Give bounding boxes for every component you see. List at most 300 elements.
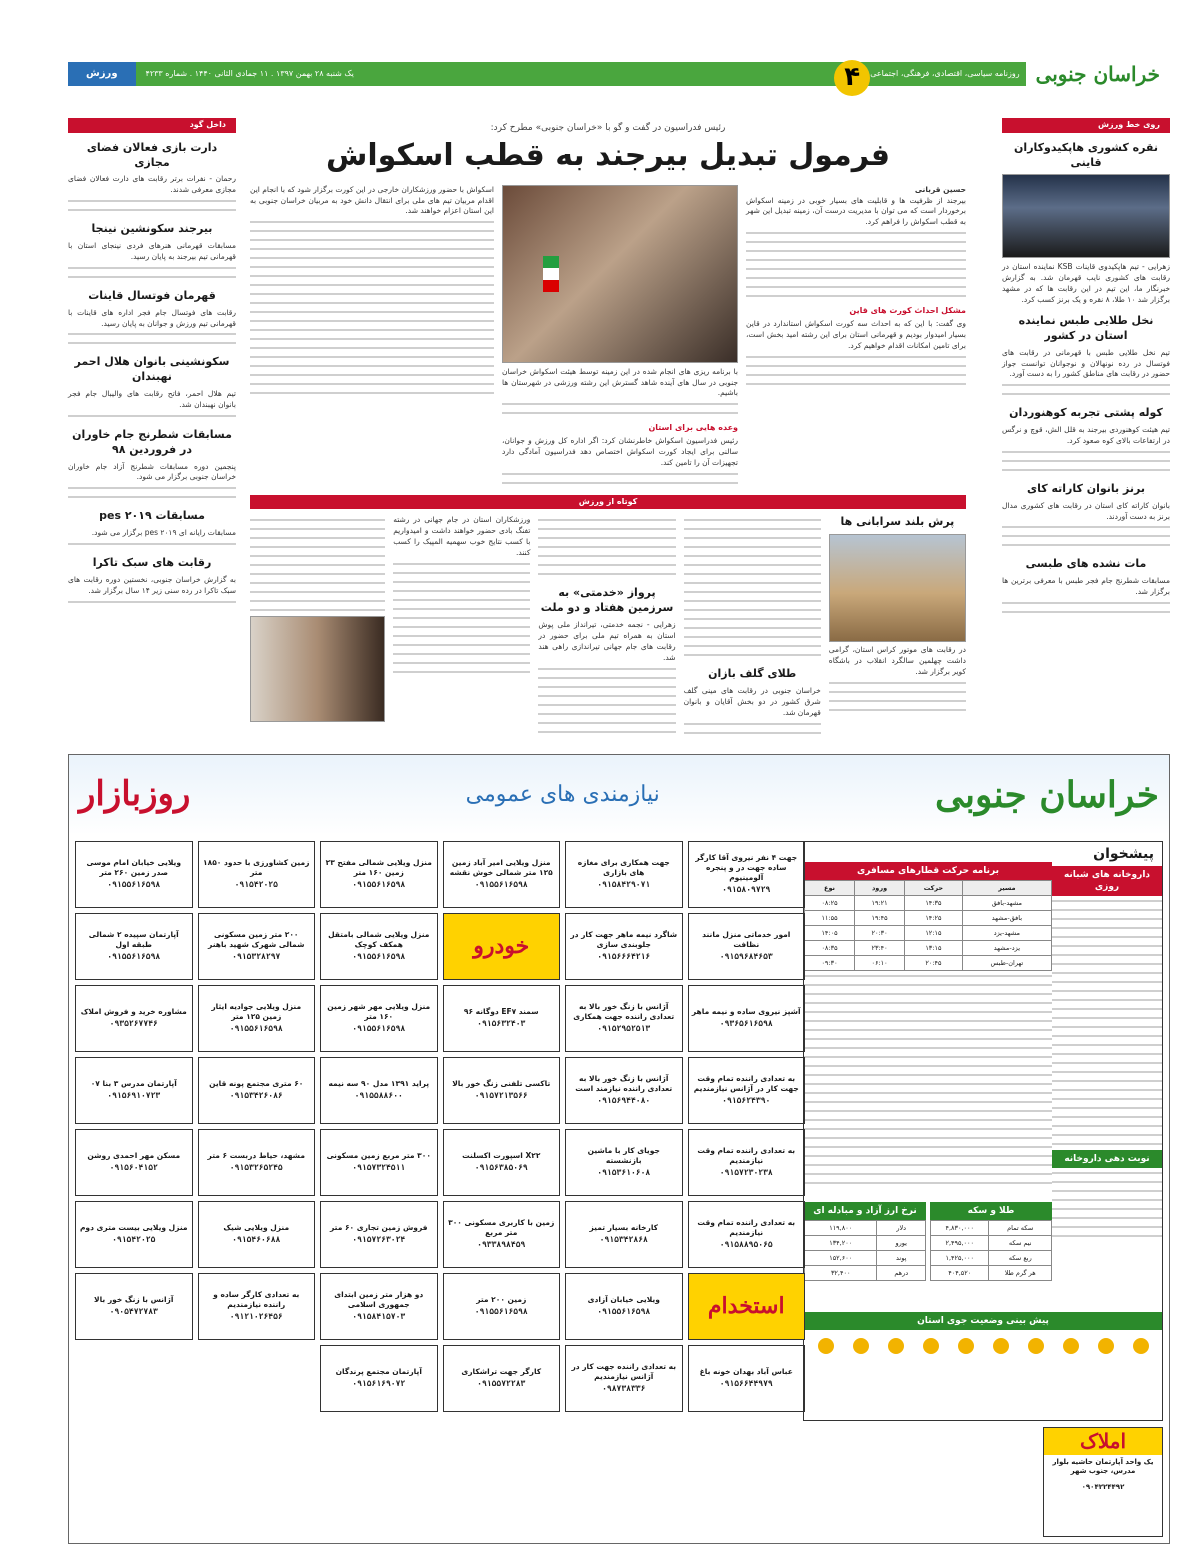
classified-ad[interactable] bbox=[443, 1273, 561, 1340]
ad-phone[interactable]: ۰۹۱۵۵۶۱۶۵۹۸ bbox=[352, 1024, 406, 1034]
text-lines bbox=[1052, 1033, 1162, 1040]
news-title[interactable]: کوله پشتی تجربه کوهنوردان bbox=[1009, 406, 1163, 420]
currency-title: نرخ ارز آزاد و مبادله ای bbox=[804, 1202, 926, 1220]
weather-cell bbox=[989, 1338, 1013, 1357]
text-lines bbox=[1002, 449, 1170, 456]
news-body: مسابقات قهرمانی هنرهای فردی نینجای استان با قهرمانی تیم بیرجند به پایان رسید. bbox=[68, 241, 236, 261]
classified-ad[interactable] bbox=[320, 1129, 438, 1196]
text-lines bbox=[502, 471, 738, 478]
text-lines bbox=[250, 580, 385, 587]
classified-ad[interactable] bbox=[320, 1057, 438, 1124]
table-cell: بافق-مشهد bbox=[962, 911, 1051, 926]
table-row bbox=[805, 926, 1052, 941]
weather-cell bbox=[1129, 1338, 1153, 1357]
classified-category[interactable]: خودرو bbox=[443, 913, 561, 980]
table-row bbox=[805, 911, 1052, 926]
table-cell: ۲,۴۹۵,۰۰۰ bbox=[931, 1236, 989, 1251]
column-label-left: داخل گود bbox=[68, 118, 236, 133]
text-lines bbox=[250, 246, 494, 253]
table-row bbox=[805, 941, 1052, 956]
news-title[interactable]: نخل طلایی طبس نماینده استان در کشور bbox=[1018, 313, 1154, 342]
classified-ad[interactable] bbox=[75, 985, 193, 1052]
sun-icon bbox=[958, 1338, 974, 1354]
text-lines bbox=[1052, 1087, 1162, 1094]
table-cell: ۴۰۴,۵۲۰ bbox=[931, 1266, 989, 1281]
news-body: تیم هلال احمر، فاتح رقابت های والیبال جام فجر بانوان نهبندان شد. bbox=[68, 389, 236, 409]
news-body: ورزشکاران استان در جام جهانی در رشته تفنگ بادی حضور خواهند داشت و امیدواریم با کسب نتایج خوب سهمیه المپیک را کسب کنند. bbox=[393, 515, 531, 558]
text-lines bbox=[393, 606, 530, 613]
table-row bbox=[805, 1221, 926, 1236]
table-cell: ۲۰:۴۵ bbox=[905, 956, 963, 971]
classified-ad[interactable] bbox=[443, 1201, 561, 1268]
classified-ad[interactable] bbox=[443, 1345, 561, 1412]
weather-cell bbox=[884, 1338, 908, 1357]
ad-phone[interactable]: ۰۹۱۵۷۲۶۳۰۲۴ bbox=[352, 1235, 406, 1245]
ad-phone[interactable]: ۰۹۱۵۸۴۲۹۰۷۱ bbox=[597, 880, 651, 890]
ad-phone[interactable]: ۰۹۱۵۶۱۶۹۰۷۲ bbox=[352, 1379, 406, 1389]
table-cell: ۱۳۴,۲۰۰ bbox=[805, 1236, 877, 1251]
text-lines bbox=[684, 571, 821, 578]
text-lines bbox=[250, 300, 494, 307]
text-lines bbox=[804, 982, 1052, 989]
text-lines bbox=[538, 535, 675, 542]
classified-ad[interactable] bbox=[198, 841, 316, 908]
ad-phone[interactable]: ۰۹۱۲۱۰۲۶۴۵۶ bbox=[229, 1312, 283, 1322]
story-lead: بیرجند از ظرفیت ها و قابلیت های بسیار خوبی در زمینه اسکواش برخوردار است که می توان با مدیریت درست آن، زمینه تبدیل این شهر به قطب اسکواش را فراهم کرد. bbox=[746, 195, 966, 227]
ad-phone[interactable]: ۰۹۱۵۸۰۹۷۲۹ bbox=[722, 885, 771, 895]
text-lines bbox=[1002, 391, 1170, 398]
text-lines bbox=[804, 1027, 1052, 1034]
weather-cell bbox=[919, 1338, 943, 1357]
text-lines bbox=[684, 544, 821, 551]
real-estate-box bbox=[1043, 1427, 1163, 1537]
classified-ad[interactable] bbox=[198, 913, 316, 980]
story-subhead: وعده هایی برای استان bbox=[648, 423, 738, 433]
ad-text: کارخانه بسیار تمیز bbox=[589, 1223, 659, 1233]
ad-phone[interactable]: ۰۹۱۵۲۹۵۲۵۱۳ bbox=[597, 1024, 651, 1034]
classified-ad[interactable] bbox=[198, 1129, 316, 1196]
news-title[interactable]: طلای گلف بازان bbox=[708, 667, 797, 681]
text-lines bbox=[1052, 988, 1162, 995]
table-cell: تهران-طبس bbox=[962, 956, 1051, 971]
text-lines bbox=[1002, 600, 1170, 607]
text-lines bbox=[538, 571, 675, 578]
text-lines bbox=[393, 660, 530, 667]
text-lines bbox=[804, 1000, 1052, 1007]
classified-ad[interactable] bbox=[565, 1273, 683, 1340]
text-lines bbox=[250, 372, 494, 379]
ad-phone[interactable]: ۰۹۱۵۶۳۸۵۰۶۹ bbox=[474, 1163, 528, 1173]
ad-phone[interactable]: ۰۹۱۵۵۶۱۶۵۹۸ bbox=[474, 1307, 528, 1317]
text-lines bbox=[250, 553, 385, 560]
ad-phone[interactable]: ۰۹۰۵۴۷۲۷۸۳ bbox=[109, 1307, 158, 1317]
ad-text: عباس آباد بهدان خونه باغ bbox=[699, 1367, 793, 1377]
classified-ad[interactable] bbox=[688, 1057, 806, 1124]
pishkhan-panel bbox=[803, 841, 1163, 1421]
ad-text: منزل ویلایی جوادیه ایثار زمین ۱۲۵ متر bbox=[211, 1001, 302, 1022]
text-lines bbox=[1052, 943, 1162, 950]
ad-text: منزل ویلایی شمالی مفتح ۲۳ زمین ۱۶۰ متر bbox=[325, 857, 432, 878]
table-cell: ۲۳:۴۰ bbox=[855, 941, 905, 956]
text-lines bbox=[1002, 524, 1170, 531]
ad-text: مشاوره خرید و فروش املاک bbox=[80, 1007, 187, 1017]
classified-ad[interactable] bbox=[565, 1201, 683, 1268]
classified-ad[interactable] bbox=[688, 1201, 806, 1268]
news-title[interactable]: بیرجند سکونشین نینجا bbox=[91, 222, 213, 236]
text-lines bbox=[538, 729, 675, 736]
classified-ad[interactable] bbox=[565, 985, 683, 1052]
weather-box bbox=[804, 1312, 1162, 1420]
text-lines bbox=[1052, 1015, 1162, 1022]
ad-phone[interactable]: ۰۹۱۵۳۴۲۸۶۸ bbox=[599, 1235, 648, 1245]
classified-ad[interactable] bbox=[75, 1273, 193, 1340]
news-title[interactable]: مسابقات pes ۲۰۱۹ bbox=[99, 509, 205, 523]
ad-text: ویلایی خیابان امام موسی صدر زمین ۲۶۰ متر bbox=[86, 857, 182, 878]
text-lines bbox=[684, 553, 821, 560]
news-title[interactable]: مسابقات شطرنج جام خاوران در فروردین ۹۸ bbox=[72, 427, 232, 456]
text-lines bbox=[829, 680, 966, 687]
news-body: مسابقات رایانه ای pes ۲۰۱۹ برگزار می شود. bbox=[91, 528, 236, 538]
ad-phone[interactable]: ۰۹۱۵۳۲۶۵۲۴۵ bbox=[229, 1163, 283, 1173]
classified-ad[interactable] bbox=[320, 1345, 438, 1412]
ad-phone[interactable]: ۰۹۱۵۸۸۹۵۰۶۵ bbox=[719, 1240, 773, 1250]
text-lines bbox=[250, 526, 385, 533]
ad-phone[interactable]: ۰۹۱۵۶۶۶۴۲۱۶ bbox=[597, 952, 651, 962]
ad-phone[interactable]: ۰۹۱۵۵۶۱۶۵۹۸ bbox=[229, 1024, 283, 1034]
ad-text: دو هزار متر زمین ابتدای جمهوری اسلامی bbox=[334, 1289, 424, 1310]
ad-phone[interactable]: ۰۹۱۵۳۲۸۲۹۷ bbox=[232, 952, 281, 962]
ad-phone[interactable]: ۰۹۱۵۶۶۴۴۹۷۹ bbox=[719, 1379, 773, 1389]
ad-phone[interactable]: ۰۹۱۵۵۸۸۶۰۰ bbox=[354, 1091, 403, 1101]
text-lines bbox=[68, 485, 236, 492]
classified-ad[interactable] bbox=[565, 841, 683, 908]
ad-text: جویای کار با ماشین بازنشسته bbox=[587, 1145, 660, 1166]
classified-ad[interactable] bbox=[688, 841, 806, 908]
classified-ad[interactable] bbox=[198, 985, 316, 1052]
newspaper-logo[interactable]: خراسان جنوبی bbox=[1026, 62, 1170, 86]
story-body: با برنامه ریزی های انجام شده در این زمینه توسط هیئت اسکواش خراسان جنوبی در سال های آینده شاهد گسترش این رشته ورزشی در شهرستان ها باشیم. bbox=[502, 366, 738, 398]
news-title[interactable]: دارت بازی فعالان فضای مجازی bbox=[86, 140, 218, 169]
story-body: رئیس فدراسیون اسکواش خاطرنشان کرد: اگر اداره کل ورزش و جوانان، سالنی برای ایجاد کورت اسکواش اختصاص دهد فدراسیون آمادگی دارد تجهیزات آن را تامین کند. bbox=[502, 436, 738, 467]
text-lines bbox=[250, 345, 494, 352]
classified-ad[interactable] bbox=[75, 1057, 193, 1124]
table-row bbox=[805, 956, 1052, 971]
ad-phone[interactable]: ۰۹۱۵۶۳۲۴۰۳ bbox=[477, 1019, 526, 1029]
table-cell: ۴,۸۳۰,۰۰۰ bbox=[931, 1221, 989, 1236]
classified-ad[interactable] bbox=[320, 913, 438, 980]
text-lines bbox=[684, 562, 821, 569]
ad-phone[interactable]: ۰۹۱۵۵۶۱۶۵۹۸ bbox=[474, 880, 528, 890]
text-lines bbox=[68, 541, 236, 548]
real-estate-text: یک واحد آپارتمان حاشیه بلوار مدرس، جنوب شهر bbox=[1052, 1458, 1154, 1476]
news-title[interactable]: قهرمان فوتسال قاینات bbox=[88, 288, 216, 302]
table-cell: ۰۸:۳۵ bbox=[805, 941, 855, 956]
sun-icon bbox=[1098, 1338, 1114, 1354]
ad-phone[interactable]: ۰۹۳۵۲۶۷۷۴۶ bbox=[109, 1019, 158, 1029]
text-lines bbox=[250, 589, 385, 596]
newspaper-subtitle: روزنامه سیاسی، اقتصادی، فرهنگی، اجتماعی bbox=[870, 68, 1020, 78]
table-cell: ۱۲:۱۵ bbox=[905, 926, 963, 941]
ad-phone[interactable]: ۰۹۱۵۶۹۴۴۰۸۰ bbox=[597, 1096, 651, 1106]
classified-ad[interactable] bbox=[688, 913, 806, 980]
ad-phone[interactable]: ۰۹۱۵۵۶۱۶۵۹۸ bbox=[352, 952, 406, 962]
text-lines bbox=[1002, 533, 1170, 540]
text-lines bbox=[538, 553, 675, 560]
table-cell: ۱۹:۴۵ bbox=[855, 911, 905, 926]
ad-text: آژانس با زنگ خور بالا به تعدادی راننده نیازمند است bbox=[575, 1073, 673, 1094]
news-body: خراسان جنوبی در رقابت های مینی گلف شرق کشور در دو بخش آقایان و بانوان قهرمان شد. bbox=[683, 686, 821, 718]
ad-text: ۶۰ متری مجتمع پونه قاین bbox=[209, 1079, 304, 1089]
classified-ad[interactable] bbox=[688, 1129, 806, 1196]
ad-phone[interactable]: ۰۹۱۵۵۷۲۲۸۳ bbox=[477, 1379, 526, 1389]
ad-phone[interactable]: ۰۹۱۵۴۲۰۲۵ bbox=[112, 1235, 156, 1245]
weather-cell bbox=[1094, 1338, 1118, 1357]
news-title[interactable]: نقره کشوری هاپکیدوکاران قاینی bbox=[1014, 140, 1158, 169]
table-cell: درهم bbox=[877, 1266, 926, 1281]
text-lines bbox=[804, 1036, 1052, 1043]
text-lines bbox=[1052, 1224, 1162, 1231]
table-row bbox=[931, 1266, 1052, 1281]
text-lines bbox=[746, 381, 966, 388]
story-headline[interactable]: فرمول تبدیل بیرجند به قطب اسکواش bbox=[326, 138, 890, 174]
news-title[interactable]: پرش بلند سرابانی ها bbox=[840, 515, 955, 529]
text-lines bbox=[746, 248, 966, 255]
text-lines bbox=[68, 274, 236, 281]
text-lines bbox=[1052, 1069, 1162, 1076]
ad-text: امور خدماتی منزل مانند نظافت bbox=[702, 929, 791, 950]
table-cell: ۱۹:۲۱ bbox=[855, 896, 905, 911]
ad-phone[interactable]: ۰۹۸۷۳۸۳۳۶ bbox=[602, 1384, 646, 1394]
page-number: ۴ bbox=[834, 60, 870, 96]
train-table bbox=[804, 880, 1052, 971]
table-cell: یورو bbox=[877, 1236, 926, 1251]
ad-phone[interactable]: ۰۹۱۵۳۴۲۶۰۸۶ bbox=[229, 1091, 283, 1101]
text-lines bbox=[1002, 467, 1170, 474]
table-cell: ۲۰:۳۰ bbox=[855, 926, 905, 941]
text-lines bbox=[684, 580, 821, 587]
text-lines bbox=[538, 702, 675, 709]
table-cell: مشهد-یزد bbox=[962, 926, 1051, 941]
classified-ad[interactable] bbox=[443, 1129, 561, 1196]
text-lines bbox=[684, 607, 821, 614]
ad-phone[interactable]: ۰۹۳۳۸۹۸۴۵۹ bbox=[477, 1240, 526, 1250]
classified-ad[interactable] bbox=[688, 985, 806, 1052]
classified-ad[interactable] bbox=[565, 913, 683, 980]
gold-title: طلا و سکه bbox=[930, 1202, 1052, 1220]
ad-text: ۲۰۰ متر زمین مسکونی شمالی شهرک شهید باهنر bbox=[208, 929, 305, 950]
classified-ad[interactable] bbox=[688, 1345, 806, 1412]
text-lines bbox=[1052, 1042, 1162, 1049]
ad-text: مشهد، حیاط دربست ۶ متر bbox=[207, 1151, 305, 1161]
team-photo bbox=[1002, 174, 1170, 258]
news-title[interactable]: مات نشده های طبسی bbox=[1025, 557, 1147, 571]
news-title[interactable]: برنز بانوان کاراته کای bbox=[1027, 481, 1145, 495]
story-subhead: مشکل احداث کورت های قاین bbox=[849, 306, 966, 316]
ad-phone[interactable]: ۰۹۱۵۸۴۱۵۷۰۳ bbox=[352, 1312, 406, 1322]
gold-currency-box bbox=[804, 1202, 1052, 1281]
ad-phone[interactable]: ۰۹۱۵۵۶۱۶۵۹۸ bbox=[107, 880, 161, 890]
news-body: تیم نخل طلایی طبس با قهرمانی در رقابت های فوتسال در رده نونهالان و نوجوانان توانست جواز حضور در رقابت های مناطق کشور را به دست آورد. bbox=[1002, 347, 1170, 379]
classified-ad[interactable] bbox=[565, 1345, 683, 1412]
masthead bbox=[68, 61, 1170, 93]
text-lines bbox=[1052, 1215, 1162, 1222]
text-lines bbox=[804, 1045, 1052, 1052]
news-body: به گزارش خراسان جنوبی، نخستین دوره رقابت های سبک تاکرا در رده سنی زیر ۱۴ سال برگزار شد. bbox=[68, 574, 236, 595]
ad-phone[interactable]: ۰۹۱۵۷۲۱۳۵۶۶ bbox=[474, 1091, 528, 1101]
classified-section bbox=[68, 754, 1170, 1544]
classified-ad[interactable] bbox=[198, 1201, 316, 1268]
pishkhan-title: پیشخوان bbox=[804, 842, 1162, 867]
sun-icon bbox=[1133, 1338, 1149, 1354]
text-lines bbox=[829, 698, 966, 705]
classified-ad[interactable] bbox=[443, 1057, 561, 1124]
text-lines bbox=[804, 1144, 1052, 1151]
classified-ad[interactable] bbox=[75, 913, 193, 980]
ad-phone[interactable]: ۰۹۱۵۳۶۱۰۶۰۸ bbox=[597, 1168, 651, 1178]
pharmacy-title: داروخانه های شبانه روزی bbox=[1052, 866, 1162, 896]
table-row bbox=[805, 1251, 926, 1266]
text-lines bbox=[1052, 970, 1162, 977]
currency-table bbox=[804, 1220, 926, 1281]
news-body: رحمان - نفرات برتر رقابت های دارت فعالان فضای مجازی معرفی شدند. bbox=[68, 174, 236, 195]
classified-ad[interactable] bbox=[198, 1057, 316, 1124]
text-lines bbox=[684, 730, 821, 737]
ad-text: به تعدادی کارگر ساده و راننده نیازمندیم bbox=[213, 1289, 300, 1310]
weather-cell bbox=[814, 1338, 838, 1357]
text-lines bbox=[1052, 916, 1162, 923]
ad-text: پراید ۱۳۹۱ مدل ۹۰ سه نیمه bbox=[328, 1079, 430, 1089]
text-lines bbox=[1052, 1132, 1162, 1139]
text-lines bbox=[746, 354, 966, 361]
text-lines bbox=[68, 331, 236, 338]
text-lines bbox=[1052, 1060, 1162, 1067]
ad-phone[interactable]: ۰۹۱۵۹۶۸۴۶۵۳ bbox=[719, 952, 773, 962]
text-lines bbox=[829, 707, 966, 714]
text-lines bbox=[746, 230, 966, 237]
text-lines bbox=[804, 1162, 1052, 1169]
ad-text: سمند EF۷ دوگانه ۹۶ bbox=[463, 1007, 539, 1017]
ad-phone[interactable]: ۰۹۱۵۶۲۴۳۹۰ bbox=[722, 1096, 771, 1106]
ad-phone[interactable]: ۰۹۱۵۶۰۴۱۵۲ bbox=[109, 1163, 158, 1173]
ad-text: به تعدادی راننده تمام وقت نیازمندیم bbox=[697, 1145, 796, 1166]
ad-phone[interactable]: ۰۹۱۵۶۹۱۰۷۲۳ bbox=[107, 1091, 161, 1101]
table-header: ورود bbox=[855, 881, 905, 896]
ad-phone[interactable]: ۰۹۱۵۵۶۱۶۵۹۸ bbox=[597, 1307, 651, 1317]
text-lines bbox=[1052, 1188, 1162, 1195]
text-lines bbox=[1052, 1096, 1162, 1103]
text-lines bbox=[250, 544, 385, 551]
text-lines bbox=[1002, 382, 1170, 389]
text-lines bbox=[393, 570, 530, 577]
classified-ad[interactable] bbox=[320, 841, 438, 908]
ad-phone[interactable]: ۰۹۳۶۵۶۱۶۵۹۸ bbox=[719, 1019, 773, 1029]
news-title[interactable]: پرواز «خدمتی» به سرزمین هفتاد و دو ملت bbox=[540, 586, 674, 615]
ad-phone[interactable]: ۰۹۱۵۴۲۰۲۵ bbox=[234, 880, 278, 890]
classified-title: روزبازار bbox=[79, 774, 191, 815]
text-lines bbox=[393, 561, 530, 568]
ad-phone[interactable]: ۰۹۱۵۵۶۱۶۵۹۸ bbox=[107, 952, 161, 962]
text-lines bbox=[538, 720, 675, 727]
classified-ad[interactable] bbox=[198, 1273, 316, 1340]
classified-ad[interactable] bbox=[75, 1201, 193, 1268]
table-cell: هر گرم طلا bbox=[989, 1266, 1052, 1281]
classified-ad[interactable] bbox=[75, 1129, 193, 1196]
left-column bbox=[68, 118, 236, 608]
table-cell: ۰۶:۱۰ bbox=[855, 956, 905, 971]
weather-cell bbox=[1059, 1338, 1083, 1357]
section-tab-sport[interactable]: ورزش bbox=[68, 62, 136, 86]
text-lines bbox=[746, 372, 966, 379]
text-lines bbox=[250, 291, 494, 298]
text-lines bbox=[250, 219, 494, 226]
real-estate-phone[interactable]: ۰۹۰۴۲۲۴۴۹۲ bbox=[1081, 1482, 1125, 1491]
text-lines bbox=[1052, 997, 1162, 1004]
text-lines bbox=[804, 1135, 1052, 1142]
news-title[interactable]: سکونشینی بانوان هلال احمر نهبندان bbox=[74, 355, 230, 384]
text-lines bbox=[538, 675, 675, 682]
table-cell: یزد-مشهد bbox=[962, 941, 1051, 956]
classified-ad[interactable] bbox=[565, 1129, 683, 1196]
classified-ad[interactable] bbox=[320, 1273, 438, 1340]
ad-phone[interactable]: ۰۹۱۵۴۶۰۶۸۸ bbox=[232, 1235, 281, 1245]
table-row bbox=[805, 1266, 926, 1281]
ad-phone[interactable]: ۰۹۱۵۵۶۱۶۵۹۸ bbox=[352, 880, 406, 890]
ad-text: آشپز نیروی ساده و نیمه ماهر bbox=[691, 1007, 801, 1017]
table-cell: ۱۴:۲۵ bbox=[905, 911, 963, 926]
ad-text: منزل ویلایی مهر شهر زمین ۱۶۰ متر bbox=[327, 1001, 431, 1022]
classified-ad[interactable] bbox=[320, 1201, 438, 1268]
text-lines bbox=[1052, 925, 1162, 932]
text-lines bbox=[804, 1153, 1052, 1160]
news-body: تیم هیئت کوهنوردی بیرجند به قلل الش، قوچ و نرگس در ارتفاعات بالای کوه صعود کرد. bbox=[1002, 425, 1170, 446]
text-lines bbox=[250, 228, 494, 235]
ad-phone[interactable]: ۰۹۱۵۷۳۲۴۵۱۱ bbox=[352, 1163, 406, 1173]
table-cell: ۱۴:۳۵ bbox=[905, 896, 963, 911]
text-lines bbox=[1002, 609, 1170, 616]
classified-category[interactable]: استخدام bbox=[688, 1273, 806, 1340]
text-lines bbox=[804, 1054, 1052, 1061]
ad-text: به تعدادی راننده تمام وقت نیازمندیم bbox=[697, 1217, 796, 1238]
main-story bbox=[250, 118, 966, 739]
text-lines bbox=[1052, 1233, 1162, 1240]
text-lines bbox=[804, 1099, 1052, 1106]
classified-ad[interactable] bbox=[443, 841, 561, 908]
text-lines bbox=[684, 643, 821, 650]
classified-ad[interactable] bbox=[320, 985, 438, 1052]
text-lines bbox=[538, 544, 675, 551]
short-news-band: کوتاه از ورزش bbox=[250, 495, 966, 510]
text-lines bbox=[538, 666, 675, 673]
text-lines bbox=[393, 624, 530, 631]
ad-text: زمین کشاورزی با حدود ۱۸۵۰ متر bbox=[203, 857, 310, 878]
ad-text: مسکن مهر احمدی روشن bbox=[87, 1151, 181, 1161]
classified-ad[interactable] bbox=[443, 985, 561, 1052]
text-lines bbox=[393, 642, 530, 649]
text-lines bbox=[684, 589, 821, 596]
text-lines bbox=[804, 1171, 1052, 1178]
news-body: زهرایی - تیم هاپکیدوی قاینات KSB نماینده استان در رقابت های کشوری نایب قهرمان شد. به گزارش خبرنگار ما، این تیم در این رقابت ها که در مشهد برگزار شد ۱۰ طلا، ۸ نقره و یک برنز کسب کرد. bbox=[1002, 262, 1170, 305]
text-lines bbox=[393, 615, 530, 622]
sun-icon bbox=[853, 1338, 869, 1354]
text-lines bbox=[746, 275, 966, 282]
text-lines bbox=[804, 1180, 1052, 1187]
sun-icon bbox=[1063, 1338, 1079, 1354]
classified-ad[interactable] bbox=[75, 841, 193, 908]
text-lines bbox=[1052, 952, 1162, 959]
news-title[interactable]: رقابت های سبک تاکرا bbox=[92, 556, 212, 570]
classified-ad[interactable] bbox=[565, 1057, 683, 1124]
ad-phone[interactable]: ۰۹۱۵۷۲۳۰۲۳۸ bbox=[719, 1168, 773, 1178]
